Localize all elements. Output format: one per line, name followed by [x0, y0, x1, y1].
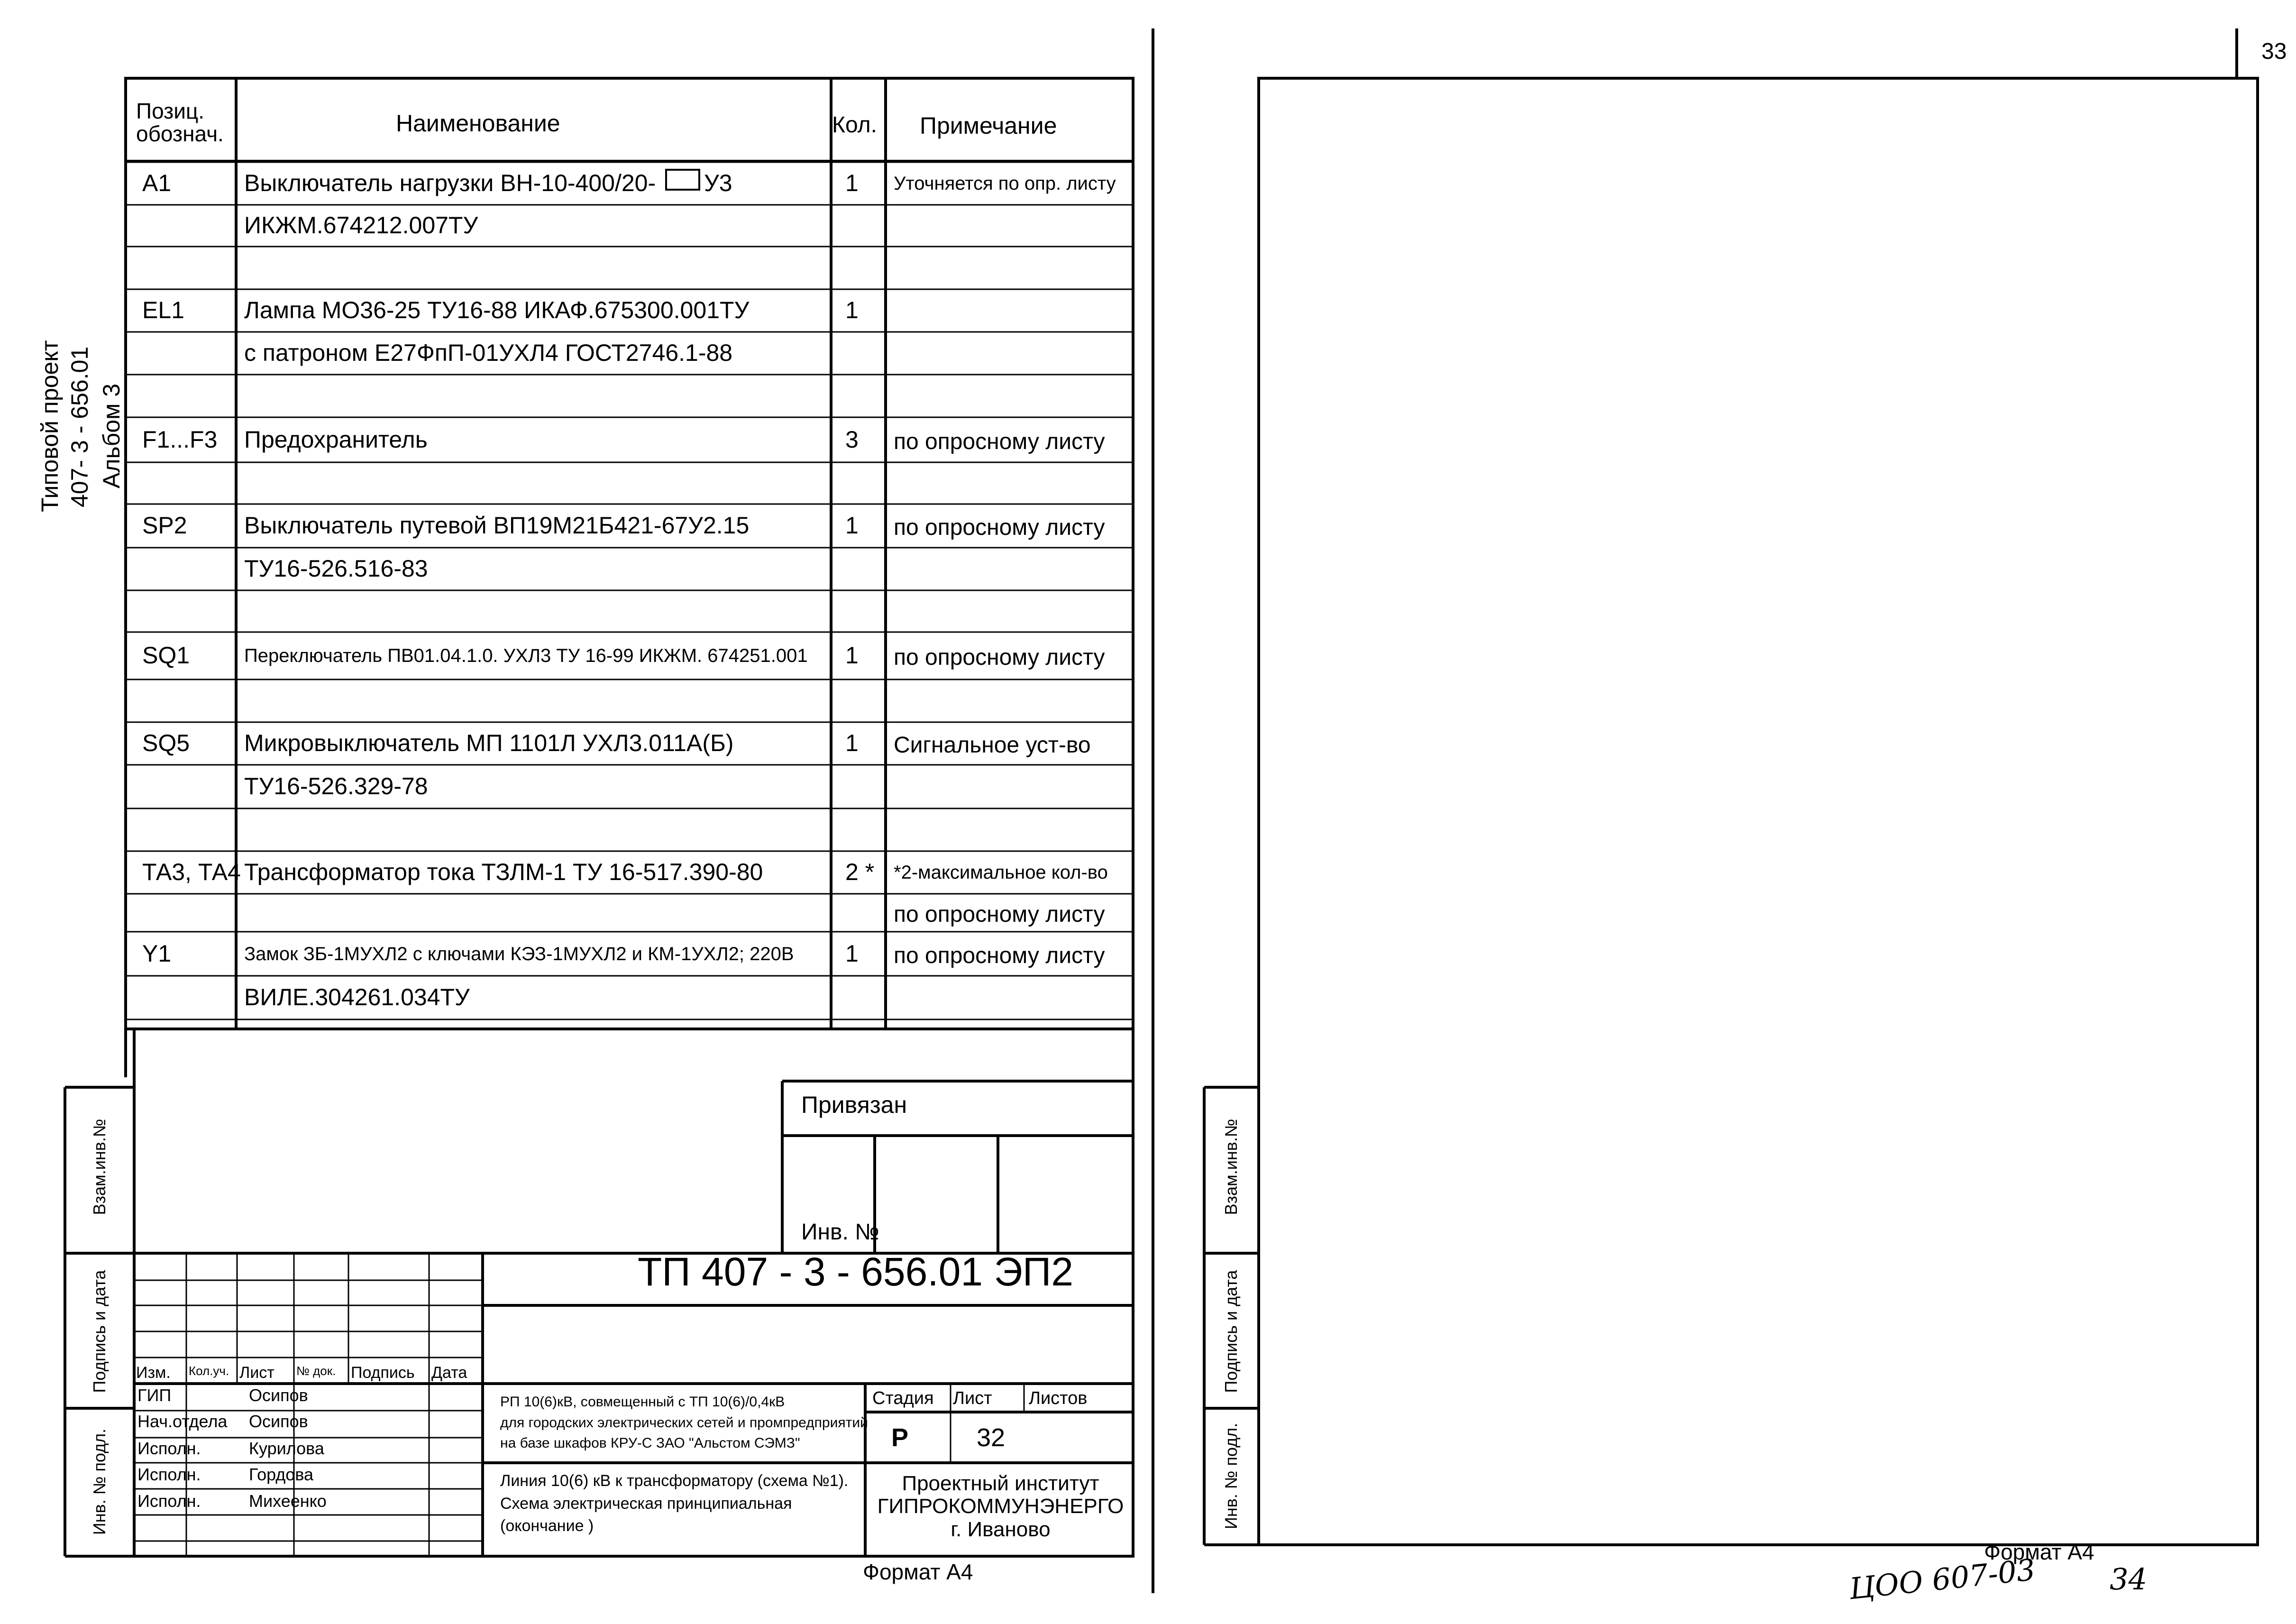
table-cell-name: Замок ЗБ-1МУХЛ2 с ключами КЭЗ-1МУХЛ2 и КМ-1УХЛ2; 220В	[244, 943, 794, 964]
title-header-cell: Дата	[431, 1364, 467, 1382]
table-cell-name: Трансформатор тока ТЗЛМ-1 ТУ 16-517.390-80	[244, 859, 763, 885]
table-cell-pos: SQ1	[142, 642, 190, 669]
table-cell-pos: EL1	[142, 297, 184, 323]
doc-code: ТП 407 - 3 - 656.01 ЭП2	[638, 1249, 1073, 1294]
title-header-cell: № док.	[296, 1364, 336, 1378]
staff-name: Михеенко	[249, 1491, 327, 1511]
table-cell-pos: F1...F3	[142, 426, 218, 453]
table-cell-qty: 1	[845, 170, 859, 196]
table-cell-pos: SQ5	[142, 730, 190, 756]
sheets-label: Листов	[1029, 1388, 1088, 1408]
table-cell-name: Предохранитель	[244, 426, 428, 453]
table-cell-name: ТУ16-526.329-78	[244, 773, 428, 799]
table-cell-pos: Y1	[142, 940, 172, 967]
side-stamp-title: Типовой проект	[37, 340, 63, 512]
table-cell-name: Лампа МО36-25 ТУ16-88 ИКАФ.675300.001ТУ	[244, 297, 750, 323]
staff-name: Гордова	[249, 1465, 314, 1484]
side-label-vzam: Взам.инв.№	[90, 1119, 109, 1215]
side-stamp-code: 407- 3 - 656.01	[66, 346, 93, 507]
table-cell-qty: 1	[845, 940, 859, 967]
side-label-podpis: Подпись и дата	[90, 1270, 109, 1393]
staff-name: Осипов	[249, 1385, 308, 1405]
table-cell-qty: 1	[845, 730, 859, 756]
organization: Проектный институт ГИПРОКОММУНЭНЕРГО г. Иваново	[877, 1472, 1124, 1541]
right-format-label: Формат А4	[1984, 1540, 2095, 1564]
table-cell-name: Выключатель путевой ВП19М21Б421-67У2.15	[244, 512, 750, 539]
side-label-inv: Инв. № подл.	[90, 1428, 109, 1535]
table-cell-note: Сигнальное уст-во	[894, 733, 1091, 758]
table-cell-qty: 3	[845, 426, 859, 453]
page-number: 33	[2261, 39, 2287, 64]
table-cell-note: по опросному листу	[894, 943, 1105, 968]
table-cell-pos: ТА3, ТА4	[142, 859, 241, 885]
stage-label: Стадия	[872, 1388, 934, 1408]
sheet-value: 32	[977, 1423, 1006, 1452]
table-cell-pos: A1	[142, 170, 172, 196]
header-qty: Кол.	[832, 112, 877, 138]
table-cell-note: по опросному листу	[894, 902, 1105, 927]
stage-value: Р	[891, 1423, 909, 1452]
format-label: Формат А4	[863, 1560, 973, 1584]
title-header-cell: Кол.уч.	[189, 1364, 229, 1378]
header-position: Позиц. обознач.	[136, 99, 224, 147]
signature-scribbles	[358, 1394, 427, 1510]
staff-name: Курилова	[249, 1439, 324, 1458]
table-cell-name: ВИЛЕ.304261.034ТУ	[244, 984, 470, 1010]
staff-role: Исполн.	[137, 1491, 201, 1511]
title-header-cell: Изм.	[136, 1364, 171, 1382]
table-cell-qty: 1	[845, 297, 859, 323]
title-header-cell: Подпись	[351, 1364, 415, 1382]
header-note: Примечание	[920, 112, 1057, 139]
table-cell-name: ИКЖМ.674212.007ТУ	[244, 212, 478, 239]
right-side-label-podpis: Подпись и дата	[1221, 1270, 1241, 1393]
project-description: РП 10(6)кВ, совмещенный с ТП 10(6)/0,4кВ для городских электрических сетей и промпредприятий на базе шкафов КРУ-С ЗАО "Альстом СЭМЗ"	[500, 1394, 868, 1451]
table-cell-note: по опросному листу	[894, 645, 1105, 670]
title-header-cell: Лист	[239, 1364, 274, 1382]
blank-box	[666, 170, 699, 190]
table-cell-note: по опросному листу	[894, 515, 1105, 540]
staff-role: Исполн.	[137, 1465, 201, 1484]
table-cell-name-suffix: У3	[704, 170, 732, 196]
table-cell-name: Выключатель нагрузки ВН-10-400/20-	[244, 170, 656, 196]
inv-number-label: Инв. №	[801, 1220, 879, 1245]
table-cell-pos: SP2	[142, 512, 187, 539]
staff-role: ГИП	[137, 1385, 172, 1405]
handwritten-note: ЦОО 607-03	[1848, 1552, 2037, 1606]
table-cell-note: Уточняется по опр. листу	[894, 173, 1116, 194]
sheet-description: Линия 10(6) кВ к трансформатору (схема №1). Схема электрическая принципиальная (окончание )	[500, 1472, 849, 1535]
table-cell-qty: 1	[845, 512, 859, 539]
table-cell-name: с патроном Е27ФпП-01УХЛ4 ГОСТ2746.1-88	[244, 339, 733, 366]
side-stamp-album: Альбом 3	[98, 383, 125, 488]
right-side-label-inv: Инв. № подл.	[1221, 1422, 1241, 1530]
table-cell-name: Переключатель ПВ01.04.1.0. УХЛ3 ТУ 16-99 ИКЖМ. 674251.001	[244, 645, 808, 666]
handwritten-number: 34	[2110, 1562, 2147, 1596]
staff-role: Нач.отдела	[137, 1412, 228, 1431]
table-cell-note: по опросному листу	[894, 429, 1105, 454]
right-side-label-vzam: Взам.инв.№	[1221, 1119, 1241, 1215]
table-cell-qty: 2 *	[845, 859, 875, 885]
staff-name: Осипов	[249, 1412, 308, 1431]
header-name: Наименование	[396, 110, 560, 137]
table-cell-note: *2-максимальное кол-во	[894, 862, 1108, 883]
privyazan-title: Привязан	[801, 1092, 907, 1118]
sheet-label: Лист	[953, 1388, 992, 1408]
table-cell-name: Микровыключатель МП 1101Л УХЛ3.011А(Б)	[244, 730, 734, 756]
table-cell-qty: 1	[845, 642, 859, 669]
table-cell-name: ТУ16-526.516-83	[244, 555, 428, 582]
staff-role: Исполн.	[137, 1439, 201, 1458]
